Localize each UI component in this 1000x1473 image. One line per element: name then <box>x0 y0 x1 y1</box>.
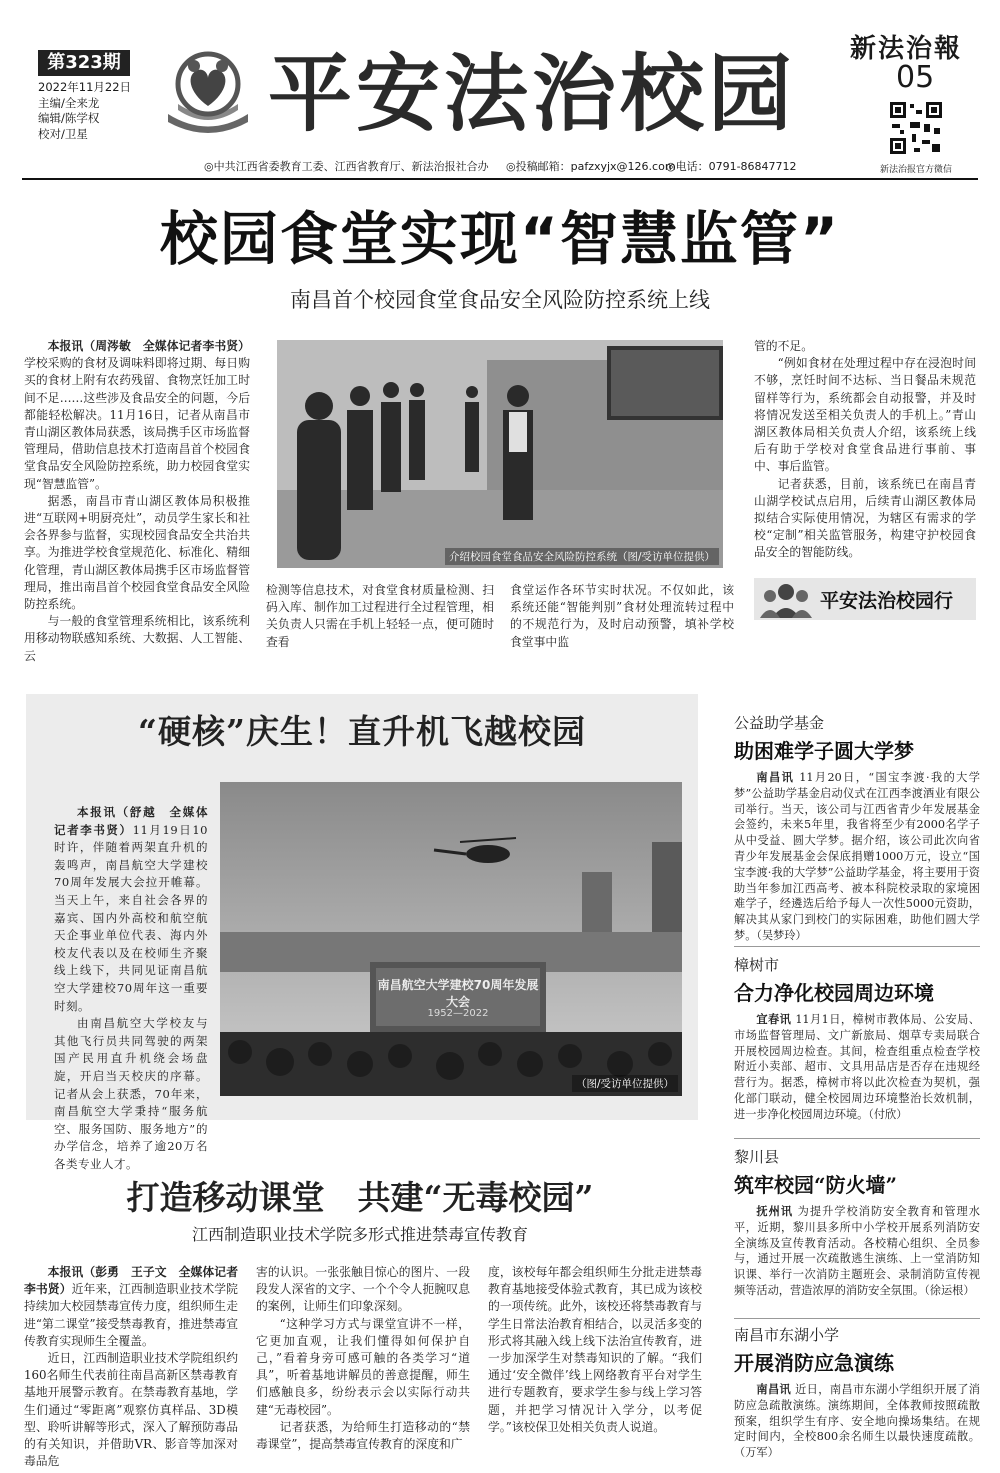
proofreader: 校对/卫星 <box>38 126 88 141</box>
drug-para: 度，该校每年都会组织师生分批走进禁毒教育基地接受体验式教育，其已成为该校的一项传统。此外，该校还将禁毒教育与学生日常法治教育相结合，以灵活多变的形式将其融入线上线下法治宣传教育，进一步加深学生对禁毒知识的了解。“我们通过‘安全微伴’线上网络教育平台对学生进行专题教育，要求学生参与线上学习答题，并把学习情况计入学分，以考促学。”该校保卫处相关负责人说道。 <box>488 1265 702 1434</box>
school-safety-logo <box>158 44 258 144</box>
heli-byline-label: 本报讯（舒越 全媒体记者 <box>54 805 208 837</box>
lead-byline-end: ） <box>238 339 250 353</box>
sidebar-divider <box>734 1318 980 1319</box>
heli-byline-end: ） <box>119 822 133 837</box>
drug-byline-end: ） <box>59 1282 72 1297</box>
drug-para: 记者获悉，为给师生打造移动的“禁毒课堂”，提高禁毒宣传教育的深度和广 <box>256 1419 470 1452</box>
heli-byline-name: 李书贤 <box>80 822 120 837</box>
sidebar-dateline: 抚州讯 <box>756 1204 794 1218</box>
drug-headline: 打造移动课堂 共建“无毒校园” <box>126 1178 594 1217</box>
sidebar-divider <box>734 1138 980 1139</box>
lead-headline: 校园食堂实现“智慧监管” <box>159 205 841 273</box>
lead-column-1 <box>24 338 250 665</box>
column-badge <box>754 578 976 620</box>
lead-byline-name: 李书贤 <box>202 339 239 353</box>
drug-para: “这种学习方式与课堂宣讲不一样，它更加直观，让我们懂得如何保护自己，”看着身旁可感可触的各类学习“道具”，听着基地讲解员的善意提醒，师生们感触良多，纷纷表示会以实际行动共建“无毒校园”。 <box>256 1316 470 1417</box>
sidebar-text: 11月1日，樟树市教体局、公安局、市场监督管理局、文广新旅局、烟草专卖局联合开展校园周边检查。其间，检查组重点检查学校附近小卖部、超市、文具用品店是否存在违规经营行为。据悉，樟树市将以此次检查为契机，强化部门联动，健全校园周边环境整治长效机制，进一步净化校园周边环境。 <box>734 1013 980 1121</box>
lead-subheadline: 南昌首个校园食堂食品安全风险防控系统上线 <box>290 288 710 312</box>
lead-photo-caption: 介绍校园食堂食品安全风险防控系统（图/受访单位提供） <box>445 548 719 565</box>
sidebar-item <box>734 1324 980 1461</box>
masthead-title: 平安法治校园 <box>268 44 797 143</box>
drug-column-2 <box>256 1264 470 1453</box>
editor: 编辑/陈学权 <box>38 111 100 125</box>
sidebar-section: 南昌市东湖小学 <box>734 1326 840 1344</box>
drug-byline-label: 本报讯（彭勇 王子文 全媒体记者 <box>47 1265 238 1279</box>
event-banner-years: 1952—2022 <box>427 1008 489 1019</box>
column-badge-title: 平安法治校园行 <box>820 590 954 612</box>
sidebar-dateline: 宜春讯 <box>756 1012 792 1026</box>
drug-para: 害的认识。一张张触目惊心的图片、一段段发人深省的文字、一个个令人扼腕叹息的案例，让师生们印象深刻。 <box>256 1265 470 1314</box>
sidebar-item <box>734 954 980 1123</box>
sidebar-section: 黎川县 <box>734 1148 780 1166</box>
sidebar-divider <box>734 946 980 947</box>
contact-phone: ◎电话：0791-86847712 <box>666 160 797 173</box>
lead-byline-label: 本报讯（周涔敏 全媒体记者 <box>47 339 203 353</box>
drug-para: 近年来，江西制造职业技术学院持续加大校园禁毒宣传力度，组织师生走进“第二课堂”接受禁毒教育，推进禁毒宣传教育实现师生全覆盖。 <box>24 1282 238 1348</box>
paper-name: 新法治報 <box>850 34 963 64</box>
lead-para: 与一般的食堂管理系统相比，该系统利用移动物联感知系统、大数据、人工智能、云 <box>24 614 250 663</box>
sidebar-item <box>734 712 980 944</box>
drug-byline-name: 李书贤 <box>24 1282 60 1297</box>
sidebar-sign: （万军） <box>734 1446 779 1460</box>
sidebar-dateline: 南昌讯 <box>756 1382 792 1396</box>
drug-column-1 <box>24 1264 238 1470</box>
masthead-rule <box>22 178 978 180</box>
sidebar-sign: （徐运根） <box>924 1283 975 1297</box>
heli-para: 11月19日10时许，伴随着两架直升机的轰鸣声，南昌航空大学建校70周年发展大会拉开帷幕。当天上午，来自社会各界的嘉宾、国内外高校和航空航天企事业单位代表、海内外校友代表以及在校师生齐聚线上线下，共同见证南昌航空大学建校70周年这一重要时刻。 <box>54 822 208 1013</box>
heli-headline: “硬核”庆生！直升机飞越校园 <box>138 712 586 751</box>
lead-column-2 <box>266 582 494 651</box>
helicopter-photo <box>220 782 682 1096</box>
lead-para: “例如食材在处理过程中存在浸泡时间不够，烹饪时间不达标、当日餐品未规范留样等行为，系统都会自动报警，并及时将情况发送至相关负责人的手机上。”青山湖区教体局相关负责人介绍，该系统上线后有助于学校对食堂食品进行事前、事中、事后监管。 <box>754 356 976 474</box>
lead-para: 据悉，南昌市青山湖区教体局积极推进“互联网+明厨亮灶”，动员学生家长和社会各界参与监督，实现校园食品安全共治共享。为推进学校食堂规范化、标准化、精细化管理，青山湖区教体局携手区市场监督管理局，推出南昌首个校园食堂食品安全风险防控系统。 <box>24 493 250 612</box>
editor-chief: 主编/全来龙 <box>38 95 100 110</box>
sidebar-title: 助困难学子圆大学梦 <box>734 739 914 763</box>
sidebar-text: 近日，南昌市东湖小学组织开展了消防应急疏散演练。演练期间，全体教师按照疏散预案，组织学生有序、安全地向操场集结。在规定时间内，全校800余名师生以最快速度疏散。 <box>734 1383 980 1444</box>
sidebar-dateline: 南昌讯 <box>756 770 795 784</box>
heli-text <box>54 804 208 1173</box>
drug-subheadline: 江西制造职业技术学院多形式推进禁毒宣传教育 <box>191 1225 528 1244</box>
sidebar-section: 公益助学基金 <box>734 714 825 732</box>
people-icon <box>758 580 814 618</box>
lead-para: 记者获悉，目前，该系统已在南昌青山湖学校试点启用，后续青山湖区教体局拟结合实际使用情况，为辖区有需求的学校“定制”相关监管服务，构建守护校园食品安全的智能防线。 <box>754 476 976 560</box>
lead-column-3 <box>510 582 734 651</box>
sidebar-sign: （吴梦玲） <box>756 928 807 942</box>
sidebar-title: 开展消防应急演练 <box>734 1351 894 1375</box>
sidebar-section: 樟树市 <box>734 956 780 974</box>
issue-number: 第323期 <box>38 50 130 76</box>
page-number: 05 <box>896 60 935 95</box>
contact-email: ◎投稿邮箱：pafzxyjx@126.com <box>506 160 676 173</box>
lead-para: 检测等信息技术，对食堂食材质量检测、扫码入库、制作加工过程进行全过程管理，相关负责人只需在手机上轻轻一点，便可随时查看 <box>266 583 494 649</box>
lead-column-4 <box>754 338 976 562</box>
sidebar-text: 为提升学校消防安全教育和管理水平，近期，黎川县多所中小学校开展系列消防安全演练及宣传教育活动。各校精心组织、全员参与，通过开展一次疏散逃生演练、上一堂消防知识课、举行一次消防主题班会、录制消防宣传视频等活动，营造浓厚的消防安全氛围。 <box>734 1205 980 1297</box>
lead-para: 食堂运作各环节实时状况。不仅如此，该系统还能“智能判别”食材处理流转过程中的不规范行为，及时启动预警，填补学校食堂事中监 <box>510 583 734 649</box>
qr-caption: 新法治报官方微信 <box>880 165 953 175</box>
lead-para: 管的不足。 <box>754 339 813 353</box>
issue-date: 2022年11月22日 <box>38 80 132 94</box>
heli-photo-caption: （图/受访单位提供） <box>572 1075 678 1092</box>
masthead-meta <box>38 80 158 142</box>
sidebar-title: 筑牢校园“防火墙” <box>734 1173 898 1197</box>
host-info: ◎中共江西省委教育工委、江西省教育厅、新法治报社合办 <box>204 160 489 173</box>
sidebar-sign: （付欣） <box>868 1107 908 1121</box>
sidebar-text: 11月20日，“国宝李渡·我的大学梦”公益助学基金启动仪式在江西李渡酒业有限公司举行。当天，该公司与江西省青少年发展基金会签约，未来5年里，我省将至少有2000名学子从中受益、圆大学梦。据介绍，该公司此次向省青少年发展基金会保底捐赠1000万元，设立“国宝李渡·我的大学梦”公益助学基金，将主要用于资助当年参加江西高考、被本科院校录取的家境困难学子，经遴选后给予每人一次性5000元资助，解决其从家门到校门的实际困难，助他们圆大学梦。 <box>734 771 980 942</box>
sidebar-item <box>734 1146 980 1299</box>
drug-para: 近日，江西制造职业技术学院组织约160名师生代表前往南昌高新区禁毒教育基地开展警示教育。在禁毒教育基地，学生们通过“零距离”观察仿真样品、3D模型、聆听讲解等形式，深入了解预防毒品的有关知识，并借助VR、影音等加深对毒品危 <box>24 1351 238 1469</box>
heli-para: 由南昌航空大学校友与其他飞行员共同驾驶的两架国产民用直升机绕会场盘旋，开启当天校庆的序幕。记者从会上获悉，70年来，南昌航空大学秉持“服务航空、服务国防、服务地方”的办学信念，培养了逾20万名各类专业人才。 <box>54 1016 208 1171</box>
drug-column-3 <box>488 1264 702 1436</box>
sidebar-title: 合力净化校园周边环境 <box>734 981 934 1005</box>
cafeteria-photo <box>277 340 723 568</box>
event-banner: 南昌航空大学建校70周年发展大会 <box>377 978 539 1009</box>
lead-para: 学校采购的食材及调味料即将过期、每日购买的食材上附有农药残留、食物烹饪加工时间不足……这些涉及食品安全的问题，今后都能轻松解决。11月16日，记者从南昌市青山湖区教体局获悉，该局携手区市场监督管理局，借助信息技术打造南昌首个校园食堂食品安全风险防控系统，助力校园食堂实现“智慧监管”。 <box>24 356 250 491</box>
qr-code <box>888 100 944 156</box>
